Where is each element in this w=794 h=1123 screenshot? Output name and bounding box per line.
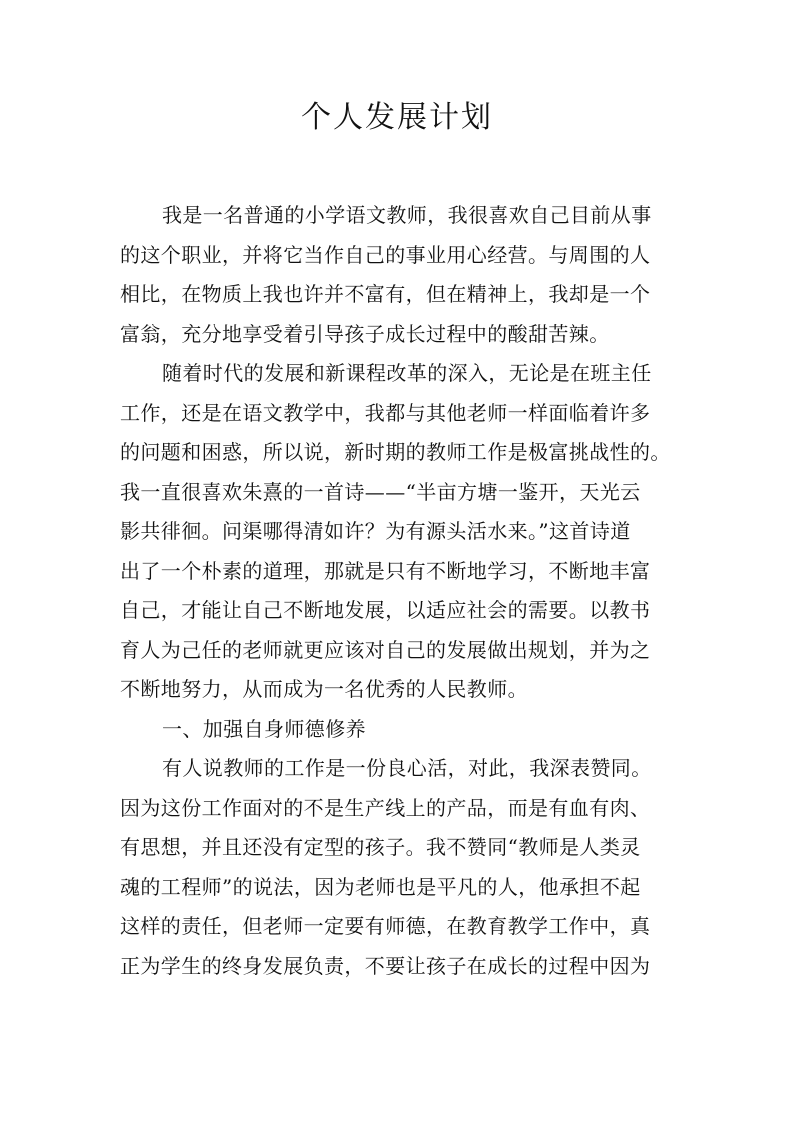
paragraph-line: 我是一名普通的小学语文教师，我很喜欢自己目前从事 bbox=[162, 203, 652, 227]
paragraph-line: 有思想，并且还没有定型的孩子。我不赞同“教师是人类灵 bbox=[120, 835, 641, 859]
paragraph-line: 富翁，充分地享受着引导孩子成长过程中的酸甜苦辣。 bbox=[120, 321, 610, 346]
paragraph-line: 的问题和困惑，所以说，新时期的教师工作是极富挑战性的。 bbox=[120, 440, 671, 464]
paragraph-line: 工作，还是在语文教学中，我都与其他老师一样面临着许多 bbox=[120, 400, 651, 425]
section-heading: 一、加强自身师德修养 bbox=[162, 716, 366, 741]
paragraph-line: 不断地努力，从而成为一名优秀的人民教师。 bbox=[120, 677, 528, 701]
paragraph-line: 的这个职业，并将它当作自己的事业用心经营。与周围的人 bbox=[120, 242, 651, 267]
paragraph-line: 影共徘徊。问渠哪得清如许？为有源头活水来。”这首诗道 bbox=[120, 519, 631, 543]
document-body bbox=[120, 196, 680, 986]
paragraph-line: 有人说教师的工作是一份良心活，对此，我深表赞同。 bbox=[162, 756, 652, 780]
paragraph-line: 魂的工程师”的说法，因为老师也是平凡的人，他承担不起 bbox=[120, 874, 641, 899]
paragraph-line: 我一直很喜欢朱熹的一首诗——“半亩方塘一鉴开，天光云 bbox=[120, 479, 641, 504]
paragraph-line: 自己，才能让自己不断地发展，以适应社会的需要。以教书 bbox=[120, 598, 651, 622]
document-title: 个人发展计划 bbox=[301, 100, 493, 135]
paragraph-line: 随着时代的发展和新课程改革的深入，无论是在班主任 bbox=[162, 361, 652, 385]
paragraph-line: 这样的责任，但老师一定要有师德，在教育教学工作中，真 bbox=[120, 914, 651, 938]
paragraph-line: 育人为己任的老师就更应该对自己的发展做出规划，并为之 bbox=[120, 637, 651, 662]
paragraph-line: 相比，在物质上我也许并不富有，但在精神上，我却是一个 bbox=[120, 282, 651, 306]
paragraph-line: 因为这份工作面对的不是生产线上的产品，而是有血有肉、 bbox=[120, 795, 651, 820]
paragraph-line: 正为学生的终身发展负责，不要让孩子在成长的过程中因为 bbox=[120, 953, 651, 978]
paragraph-line: 出了一个朴素的道理，那就是只有不断地学习，不断地丰富 bbox=[120, 558, 651, 583]
